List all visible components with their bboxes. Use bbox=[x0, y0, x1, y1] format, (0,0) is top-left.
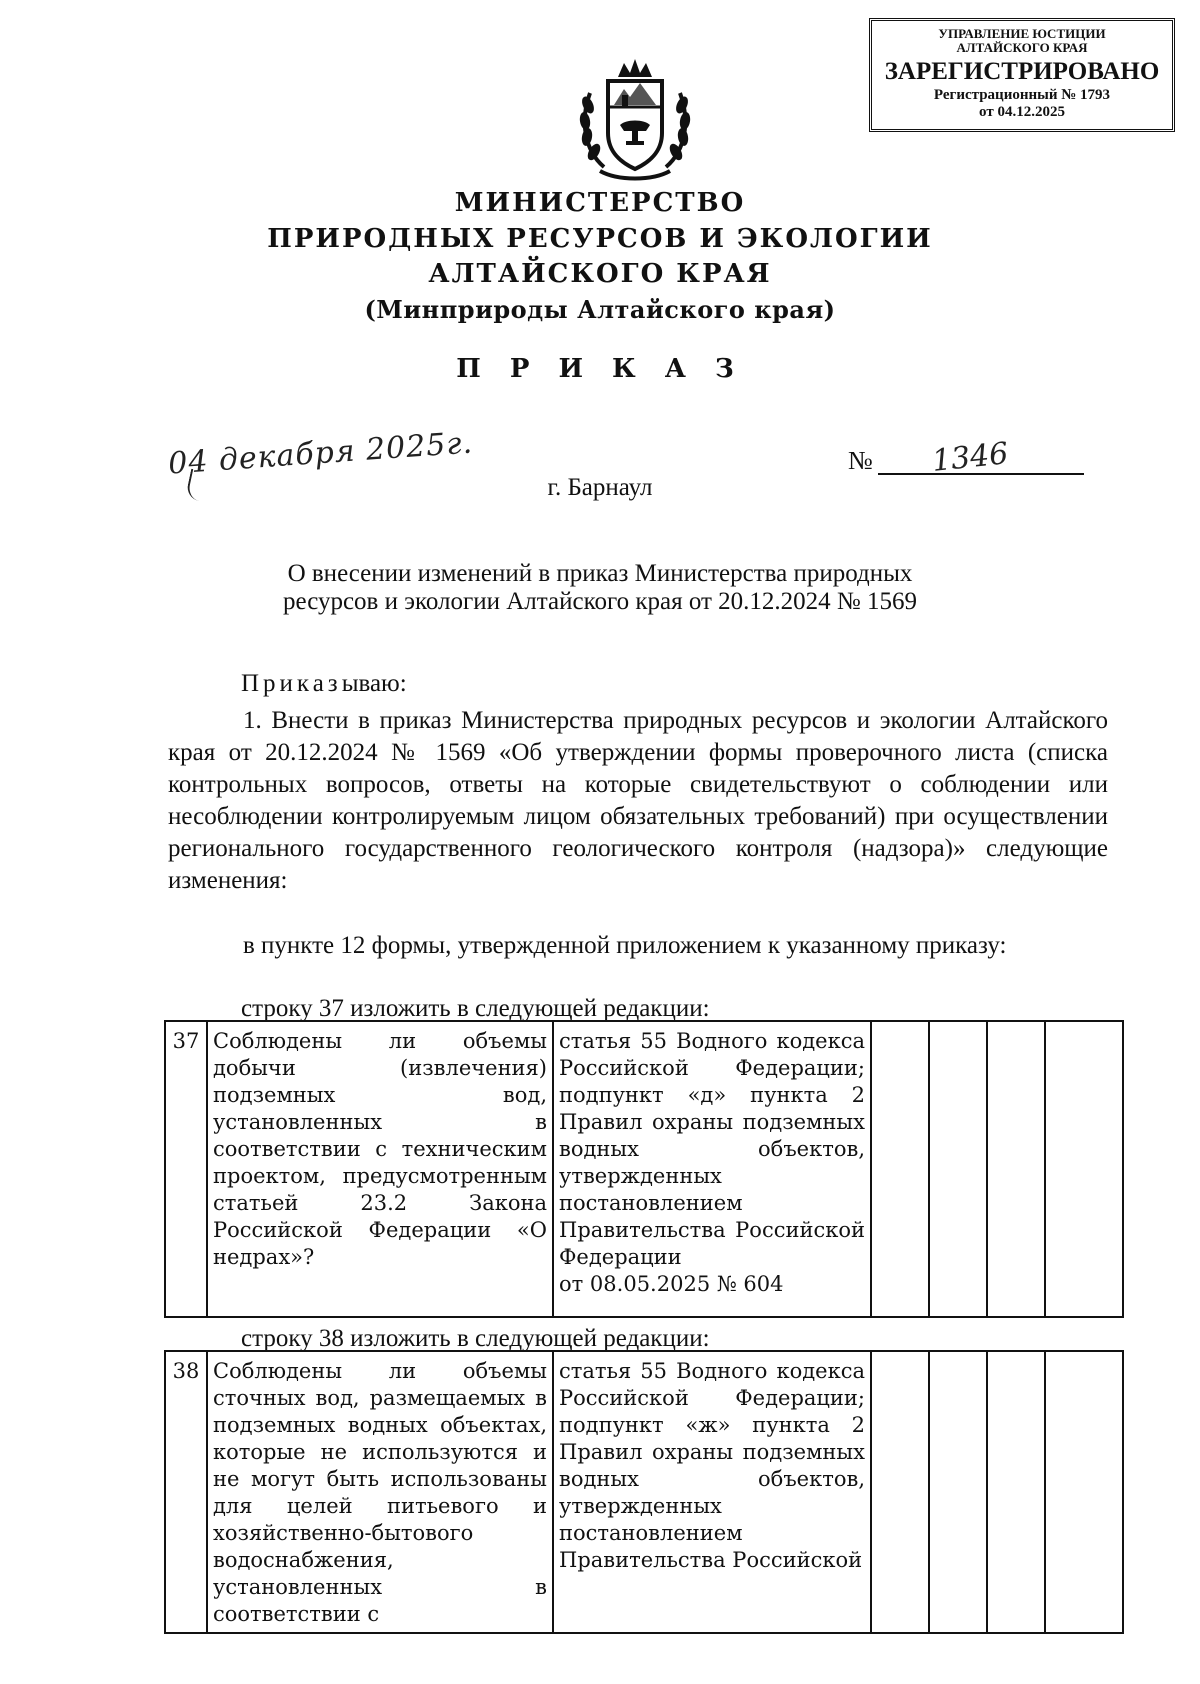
ministry-short-name: (Минприроды Алтайского края) bbox=[364, 295, 836, 324]
row37-reference bbox=[553, 1021, 871, 1317]
row37-note bbox=[1045, 1021, 1123, 1317]
row37-answer-na bbox=[987, 1021, 1045, 1317]
prikazyvayu-rest: ываю: bbox=[341, 670, 407, 697]
altai-krai-coat-of-arms-icon bbox=[574, 55, 696, 185]
row37-question: Соблюдены ли объемы добычи (извлечения) подземных вод, установленных в соответствии с техническим проектом, предусмотренным статьей 23.2 Закона Российской Федерации «О недрах»? bbox=[207, 1021, 553, 1317]
table-row-38 bbox=[164, 1350, 1124, 1634]
row37-reference-main: статья 55 Водного кодекса Российской Федерации; подпункт «д» пункта 2 Правил охраны подземных водных объектов, утвержденных постановлением Правительства Российской Федерации bbox=[559, 1029, 865, 1269]
subject-line2: ресурсов и экологии Алтайского края от 20.12.2024 № 1569 bbox=[282, 588, 918, 615]
row38-question: Соблюдены ли объемы сточных вод, размещаемых в подземных водных объектах, которые не используются и не могут быть использованы для целей питьевого и хозяйственно-бытового водоснабжения, установленных в соответствии с bbox=[207, 1351, 553, 1633]
row38-answer-na bbox=[987, 1351, 1045, 1633]
stamp-agency-line2: АЛТАЙСКОГО КРАЯ bbox=[956, 40, 1088, 55]
stamp-status: ЗАРЕГИСТРИРОВАНО bbox=[884, 58, 1160, 85]
row37-answer-yes bbox=[871, 1021, 929, 1317]
ministry-title-line1: МИНИСТЕРСТВО bbox=[454, 188, 746, 218]
row37-number: 37 bbox=[165, 1021, 207, 1317]
row38-answer-no bbox=[929, 1351, 987, 1633]
row38-answer-yes bbox=[871, 1351, 929, 1633]
row37-intro: строку 37 изложить в следующей редакции: bbox=[241, 995, 710, 1022]
order-subject bbox=[0, 560, 1200, 616]
row38-reference: статья 55 Водного кодекса Российской Федерации; подпункт «ж» пункта 2 Правил охраны подземных водных объектов, утвержденных постановлением Правительства Российской bbox=[553, 1351, 871, 1633]
paragraph-1: 1. Внести в приказ Министерства природных ресурсов и экологии Алтайского края от 20.12.2024 № 1569 «Об утверждении формы проверочного листа (списка контрольных вопросов, ответы на которые свидетельствуют о соблюдении или несоблюдении контролируемым лицом обязательных требований) при осуществлении регионального государственного геологического контроля (надзора)» следующие изменения: bbox=[168, 707, 1108, 894]
prikazyvayu-spaced: Приказ bbox=[241, 670, 342, 697]
row37-reference-date: от 08.05.2025 № 604 bbox=[559, 1272, 784, 1296]
paragraph-2: в пункте 12 формы, утвержденной приложением к указанному приказу: bbox=[243, 932, 1007, 959]
row38-number: 38 bbox=[165, 1351, 207, 1633]
row38-intro: строку 38 изложить в следующей редакции: bbox=[241, 1325, 710, 1352]
row37-answer-no bbox=[929, 1021, 987, 1317]
stamp-reg-number: Регистрационный № 1793 bbox=[933, 87, 1111, 103]
stamp-reg-date: от 04.12.2025 bbox=[979, 104, 1065, 120]
subject-line1: О внесении изменений в приказ Министерства природных bbox=[287, 560, 913, 587]
document-type: П Р И К А З bbox=[456, 354, 744, 384]
handwritten-number: 1346 bbox=[930, 436, 1010, 479]
table-row-37 bbox=[164, 1020, 1124, 1318]
city: г. Барнаул bbox=[547, 474, 653, 501]
ministry-title-line3: АЛТАЙСКОГО КРАЯ bbox=[428, 259, 772, 289]
number-label: № bbox=[848, 446, 873, 475]
prikazyvayu-heading bbox=[241, 670, 407, 698]
registration-stamp bbox=[869, 18, 1175, 132]
ministry-title-line2: ПРИРОДНЫХ РЕСУРСОВ И ЭКОЛОГИИ bbox=[267, 224, 933, 254]
row38-note bbox=[1045, 1351, 1123, 1633]
handwritten-date: 04 декабря 2025г. bbox=[167, 425, 475, 482]
stamp-agency-line1: УПРАВЛЕНИЕ ЮСТИЦИИ bbox=[938, 26, 1106, 41]
